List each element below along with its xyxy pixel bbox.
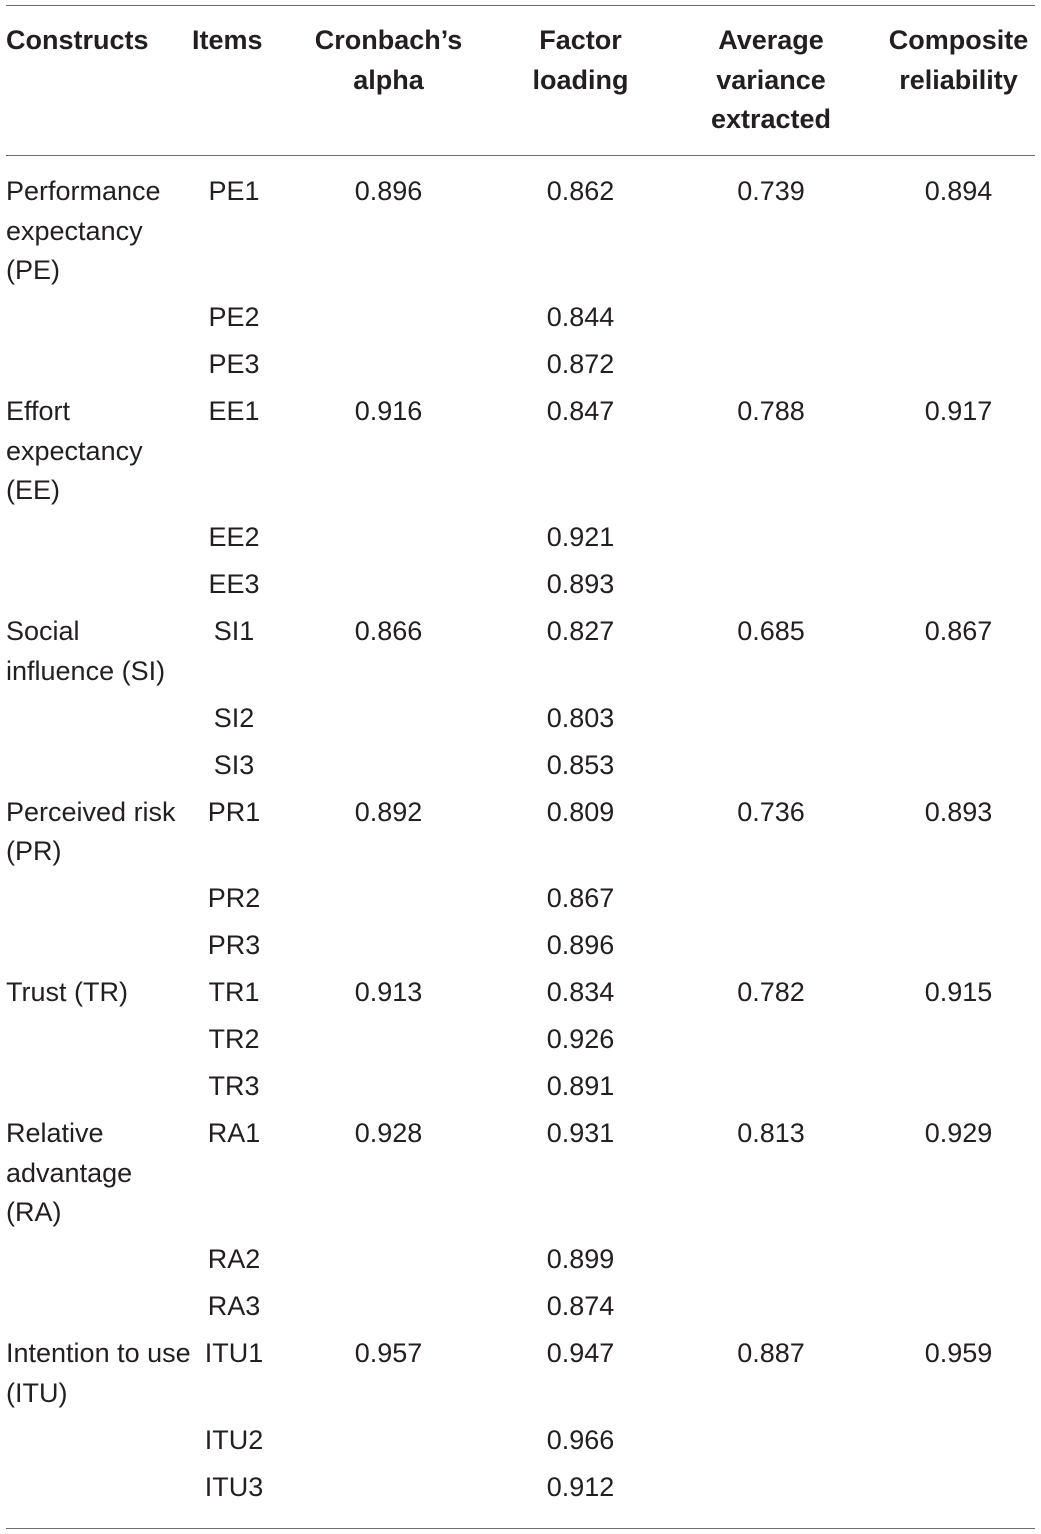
cronbachs-alpha-cell: 0.896 — [354, 176, 423, 206]
ave-cell — [660, 919, 882, 966]
composite-reliability-cell — [882, 1233, 1035, 1280]
table-row — [6, 785, 1035, 872]
ave-cell — [660, 1013, 882, 1060]
ave-cell — [660, 291, 882, 338]
composite-reliability-cell — [882, 1060, 1035, 1107]
table-row — [6, 966, 1035, 1013]
item-cell: SI1 — [213, 616, 255, 646]
item-cell: EE2 — [208, 522, 260, 552]
cronbachs-alpha-cell — [276, 872, 501, 919]
ave-cell: 0.788 — [737, 396, 805, 426]
table-row — [6, 1413, 1035, 1460]
table-row — [6, 1460, 1035, 1507]
cronbachs-alpha-cell — [276, 1413, 501, 1460]
composite-reliability-cell: 0.893 — [924, 796, 993, 827]
table-row — [6, 385, 1035, 511]
item-cell: SI2 — [213, 702, 255, 733]
item-cell: PE2 — [208, 302, 260, 332]
table-row — [6, 1060, 1035, 1107]
factor-loading-cell: 0.966 — [546, 1424, 615, 1455]
construct-cell — [6, 558, 192, 605]
construct-cell: Performance expectancy (PE) — [6, 176, 161, 285]
item-cell: PR1 — [207, 796, 261, 827]
composite-reliability-cell: 0.867 — [924, 616, 993, 646]
ave-cell — [660, 1413, 882, 1460]
construct-cell: Trust (TR) — [6, 977, 128, 1007]
item-cell: PR3 — [207, 930, 261, 960]
cronbachs-alpha-cell — [276, 291, 501, 338]
cronbachs-alpha-cell: 0.916 — [354, 396, 423, 426]
table-row — [6, 1013, 1035, 1060]
factor-loading-cell: 0.872 — [546, 349, 615, 379]
ave-cell: 0.813 — [737, 1118, 805, 1148]
ave-cell — [660, 1060, 882, 1107]
item-cell: TR3 — [208, 1071, 260, 1101]
cronbachs-alpha-cell — [276, 919, 501, 966]
item-cell: ITU2 — [204, 1424, 264, 1455]
item-cell: PE1 — [208, 176, 260, 206]
cronbachs-alpha-cell: 0.928 — [354, 1118, 423, 1148]
composite-reliability-cell — [882, 1280, 1035, 1327]
construct-cell — [6, 919, 192, 966]
construct-cell — [6, 691, 192, 738]
factor-loading-cell: 0.809 — [546, 796, 615, 827]
cronbachs-alpha-cell — [276, 1060, 501, 1107]
item-cell: EE1 — [208, 396, 260, 426]
cronbachs-alpha-cell — [276, 1013, 501, 1060]
composite-reliability-cell: 0.915 — [924, 977, 993, 1007]
composite-reliability-cell — [882, 919, 1035, 966]
table-body — [6, 155, 1035, 1507]
table-row — [6, 558, 1035, 605]
factor-loading-cell: 0.899 — [546, 1244, 615, 1274]
table-row — [6, 691, 1035, 738]
table-row — [6, 605, 1035, 692]
factor-loading-cell: 0.947 — [546, 1338, 615, 1368]
construct-cell: Intention to use (ITU) — [6, 1338, 191, 1408]
factor-loading-cell: 0.893 — [546, 569, 615, 599]
factor-loading-cell: 0.931 — [546, 1118, 615, 1148]
factor-loading-cell: 0.827 — [546, 616, 615, 646]
header-cronbachs-alpha: Cronbach’s alpha — [314, 25, 463, 95]
construct-cell — [6, 1413, 192, 1460]
cronbachs-alpha-cell: 0.957 — [354, 1338, 423, 1368]
ave-cell — [660, 1280, 882, 1327]
ave-cell: 0.685 — [737, 616, 805, 646]
factor-loading-cell: 0.853 — [546, 749, 615, 780]
item-cell: RA2 — [207, 1244, 261, 1274]
cronbachs-alpha-cell — [276, 1233, 501, 1280]
table-row — [6, 291, 1035, 338]
ave-cell — [660, 558, 882, 605]
table-row — [6, 1107, 1035, 1233]
item-cell: ITU1 — [204, 1338, 264, 1368]
construct-cell — [6, 338, 192, 385]
construct-cell — [6, 872, 192, 919]
table-row — [6, 511, 1035, 558]
construct-cell: Perceived risk (PR) — [6, 796, 176, 866]
composite-reliability-cell — [882, 511, 1035, 558]
table-row — [6, 155, 1035, 291]
ave-cell — [660, 338, 882, 385]
composite-reliability-cell: 0.894 — [924, 176, 993, 206]
composite-reliability-cell — [882, 691, 1035, 738]
cronbachs-alpha-cell: 0.892 — [354, 796, 423, 827]
header-average-variance-extracted: Average variance extracted — [710, 25, 832, 134]
composite-reliability-cell: 0.917 — [924, 396, 993, 426]
composite-reliability-cell — [882, 1413, 1035, 1460]
table-row — [6, 1233, 1035, 1280]
cronbachs-alpha-cell: 0.913 — [354, 977, 423, 1007]
cronbachs-alpha-cell — [276, 691, 501, 738]
ave-cell: 0.782 — [737, 977, 805, 1007]
item-cell: SI3 — [213, 749, 255, 780]
header-constructs: Constructs — [6, 25, 149, 55]
cronbachs-alpha-cell — [276, 338, 501, 385]
ave-cell — [660, 1460, 882, 1507]
table-row — [6, 338, 1035, 385]
cronbachs-alpha-cell — [276, 558, 501, 605]
table-row — [6, 738, 1035, 785]
factor-loading-cell: 0.912 — [546, 1471, 615, 1502]
item-cell: RA1 — [207, 1118, 261, 1148]
factor-loading-cell: 0.867 — [546, 883, 615, 913]
construct-cell — [6, 1460, 192, 1507]
item-cell: TR1 — [208, 977, 260, 1007]
factor-loading-cell: 0.834 — [546, 977, 615, 1007]
construct-cell — [6, 291, 192, 338]
cronbachs-alpha-cell: 0.866 — [354, 616, 423, 646]
table-row — [6, 1327, 1035, 1414]
header-items: Items — [192, 25, 263, 55]
table-bottom-rule — [6, 1528, 1035, 1529]
composite-reliability-cell — [882, 291, 1035, 338]
ave-cell — [660, 1233, 882, 1280]
construct-cell — [6, 738, 192, 785]
construct-cell — [6, 1013, 192, 1060]
header-composite-reliability: Composite reliability — [888, 25, 1029, 95]
factor-loading-cell: 0.862 — [546, 176, 615, 206]
factor-loading-cell: 0.874 — [546, 1291, 615, 1321]
ave-cell — [660, 691, 882, 738]
construct-cell: Effort expectancy (EE) — [6, 396, 143, 505]
factor-loading-cell: 0.847 — [546, 396, 615, 426]
composite-reliability-cell — [882, 738, 1035, 785]
factor-loading-cell: 0.891 — [546, 1071, 615, 1101]
table-row — [6, 872, 1035, 919]
construct-cell: Relative advantage (RA) — [6, 1118, 133, 1227]
item-cell: RA3 — [207, 1291, 261, 1321]
header-factor-loading: Factor loading — [532, 25, 629, 95]
composite-reliability-cell — [882, 558, 1035, 605]
item-cell: PE3 — [208, 349, 260, 379]
ave-cell — [660, 738, 882, 785]
construct-cell — [6, 1280, 192, 1327]
construct-cell — [6, 1233, 192, 1280]
factor-loading-cell: 0.896 — [546, 930, 615, 960]
cronbachs-alpha-cell — [276, 738, 501, 785]
construct-cell — [6, 511, 192, 558]
ave-cell: 0.887 — [737, 1338, 805, 1368]
factor-loading-cell: 0.803 — [546, 702, 615, 733]
ave-cell: 0.739 — [737, 176, 805, 206]
composite-reliability-cell — [882, 872, 1035, 919]
table-row — [6, 919, 1035, 966]
ave-cell — [660, 511, 882, 558]
item-cell: PR2 — [207, 883, 261, 913]
construct-cell — [6, 1060, 192, 1107]
cronbachs-alpha-cell — [276, 511, 501, 558]
item-cell: ITU3 — [204, 1471, 264, 1502]
cronbachs-alpha-cell — [276, 1280, 501, 1327]
reliability-table — [6, 0, 1035, 1507]
item-cell: TR2 — [208, 1024, 260, 1054]
composite-reliability-cell: 0.929 — [924, 1118, 993, 1148]
composite-reliability-cell — [882, 338, 1035, 385]
table-header-row — [6, 0, 1035, 155]
factor-loading-cell: 0.921 — [546, 522, 615, 552]
composite-reliability-cell — [882, 1460, 1035, 1507]
composite-reliability-cell: 0.959 — [924, 1338, 993, 1368]
item-cell: EE3 — [208, 569, 260, 599]
cronbachs-alpha-cell — [276, 1460, 501, 1507]
factor-loading-cell: 0.844 — [546, 302, 615, 332]
factor-loading-cell: 0.926 — [546, 1024, 615, 1054]
composite-reliability-cell — [882, 1013, 1035, 1060]
ave-cell: 0.736 — [737, 796, 805, 827]
construct-cell: Social influence (SI) — [6, 616, 166, 686]
ave-cell — [660, 872, 882, 919]
table-row — [6, 1280, 1035, 1327]
